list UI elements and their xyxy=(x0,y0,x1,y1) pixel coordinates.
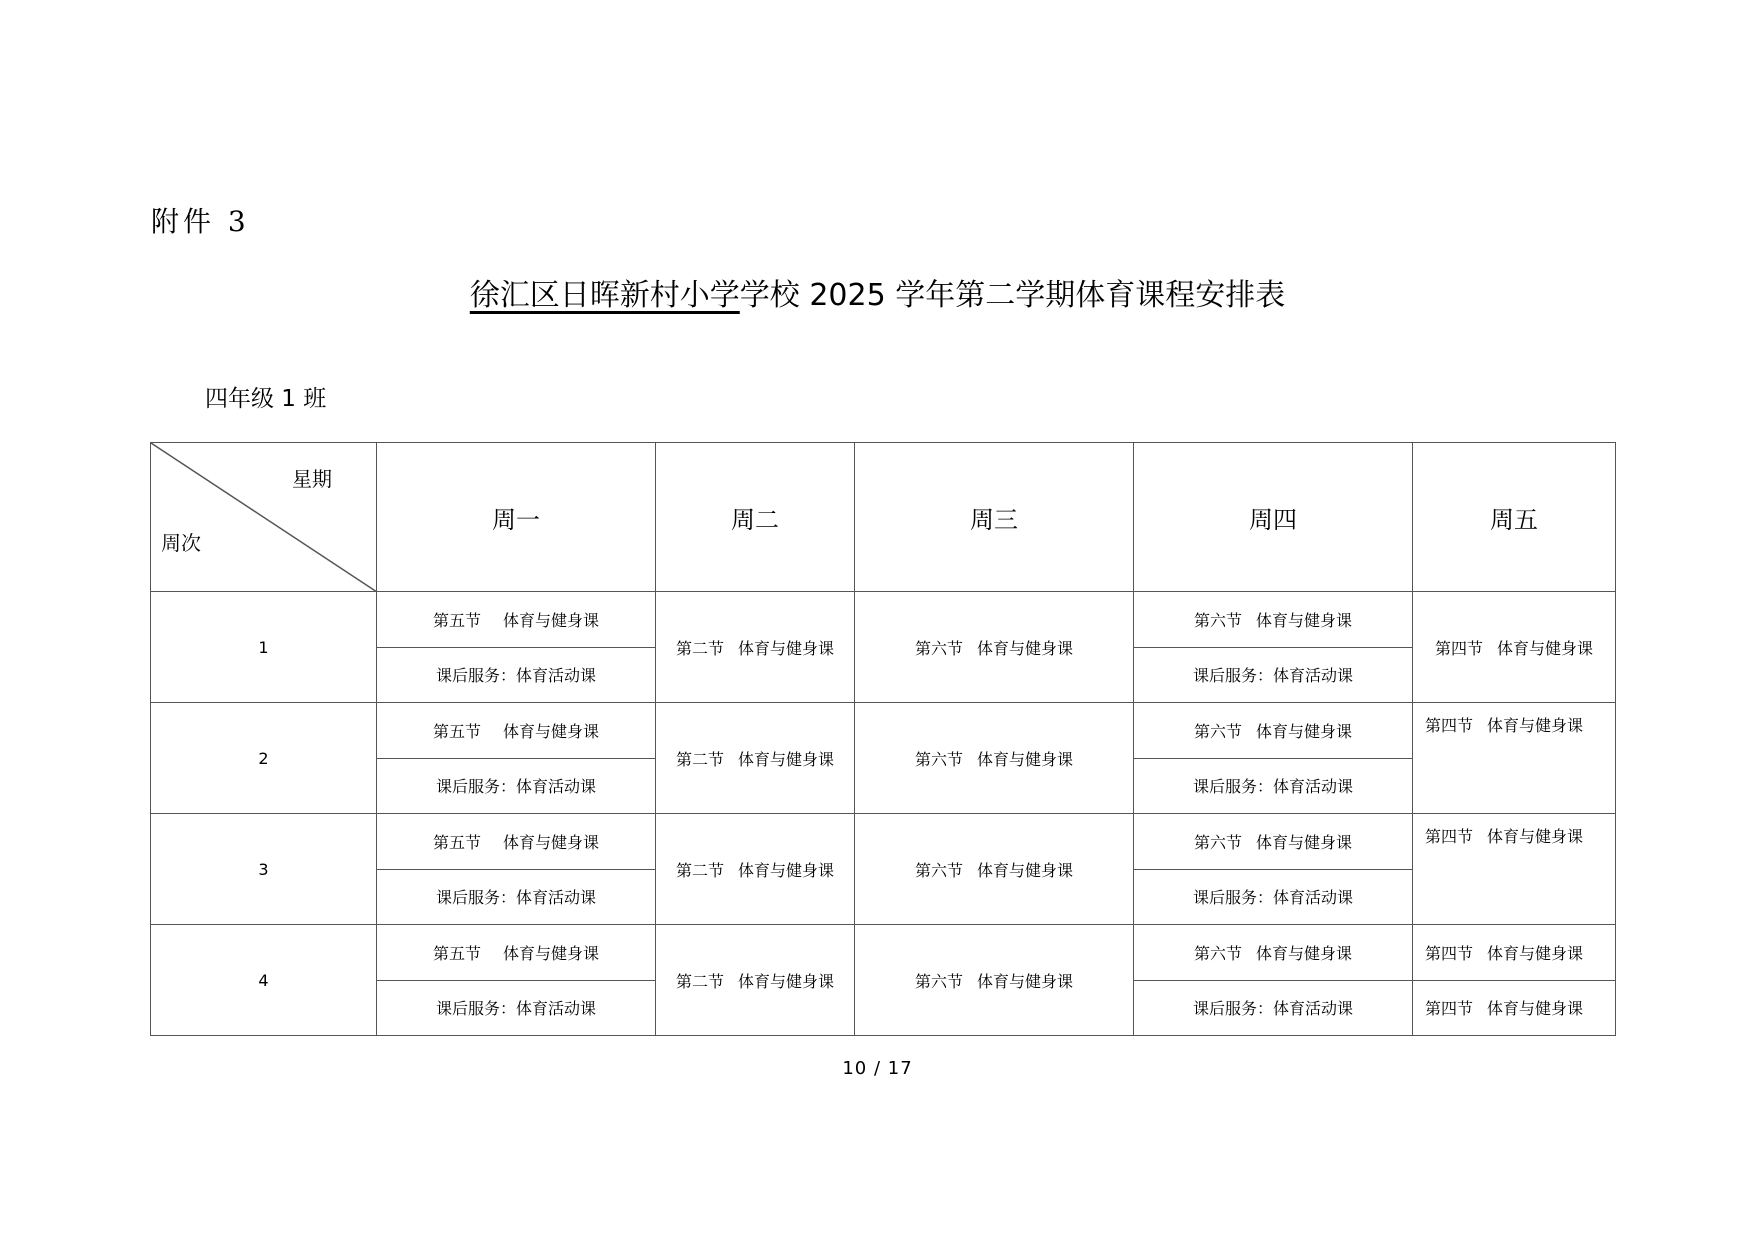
cell-fri-second: 第四节 体育与健身课 xyxy=(1413,980,1616,1036)
page-number: 10 / 17 xyxy=(842,1058,913,1079)
cell-mon-after: 课后服务：体育活动课 xyxy=(377,647,656,703)
cell-tue: 第二节 体育与健身课 xyxy=(656,703,855,814)
cell-thu: 第六节 体育与健身课 xyxy=(1134,814,1413,870)
table-row xyxy=(151,592,1616,648)
day-header-wed: 周三 xyxy=(855,443,1134,592)
school-name: 徐汇区日晖新村小学 xyxy=(469,278,740,313)
table-row xyxy=(151,703,1616,759)
cell-thu: 第六节 体育与健身课 xyxy=(1134,925,1413,981)
cell-mon: 第五节 体育与健身课 xyxy=(377,925,656,981)
cell-wed: 第六节 体育与健身课 xyxy=(855,925,1134,1036)
cell-thu: 第六节 体育与健身课 xyxy=(1134,703,1413,759)
week-number: 2 xyxy=(151,703,377,814)
cell-wed: 第六节 体育与健身课 xyxy=(855,592,1134,703)
cell-fri: 第四节 体育与健身课 xyxy=(1413,592,1616,703)
week-number: 1 xyxy=(151,592,377,703)
table-row xyxy=(151,814,1616,870)
schedule-table xyxy=(150,442,1616,1036)
cell-mon-after: 课后服务：体育活动课 xyxy=(377,980,656,1036)
cell-mon: 第五节 体育与健身课 xyxy=(377,592,656,648)
document-title xyxy=(0,270,1755,314)
cell-fri: 第四节 体育与健身课 xyxy=(1413,703,1616,814)
cell-wed: 第六节 体育与健身课 xyxy=(855,703,1134,814)
cell-fri: 第四节 体育与健身课 xyxy=(1413,925,1616,981)
day-header-tue: 周二 xyxy=(656,443,855,592)
cell-tue: 第二节 体育与健身课 xyxy=(656,592,855,703)
cell-mon: 第五节 体育与健身课 xyxy=(377,703,656,759)
cell-tue: 第二节 体育与健身课 xyxy=(656,814,855,925)
cell-thu-after: 课后服务：体育活动课 xyxy=(1134,869,1413,925)
cell-mon-after: 课后服务：体育活动课 xyxy=(377,758,656,814)
day-header-thu: 周四 xyxy=(1134,443,1413,592)
header-row xyxy=(151,443,1616,592)
corner-label-week: 周次 xyxy=(161,531,201,555)
diagonal-line xyxy=(151,443,377,592)
cell-wed: 第六节 体育与健身课 xyxy=(855,814,1134,925)
week-number: 4 xyxy=(151,925,377,1036)
corner-cell xyxy=(151,443,377,592)
week-number: 3 xyxy=(151,814,377,925)
cell-thu-after: 课后服务：体育活动课 xyxy=(1134,647,1413,703)
title-rest: 学校 2025 学年第二学期体育课程安排表 xyxy=(739,278,1286,313)
class-label: 四年级 1 班 xyxy=(205,386,327,412)
cell-thu-after: 课后服务：体育活动课 xyxy=(1134,758,1413,814)
cell-mon-after: 课后服务：体育活动课 xyxy=(377,869,656,925)
attachment-label: 附件 3 xyxy=(151,205,250,238)
cell-fri: 第四节 体育与健身课 xyxy=(1413,814,1616,925)
cell-thu: 第六节 体育与健身课 xyxy=(1134,592,1413,648)
cell-mon: 第五节 体育与健身课 xyxy=(377,814,656,870)
table-row xyxy=(151,925,1616,981)
day-header-mon: 周一 xyxy=(377,443,656,592)
cell-tue: 第二节 体育与健身课 xyxy=(656,925,855,1036)
day-header-fri: 周五 xyxy=(1413,443,1616,592)
corner-label-weekday: 星期 xyxy=(292,467,332,491)
cell-thu-after: 课后服务：体育活动课 xyxy=(1134,980,1413,1036)
